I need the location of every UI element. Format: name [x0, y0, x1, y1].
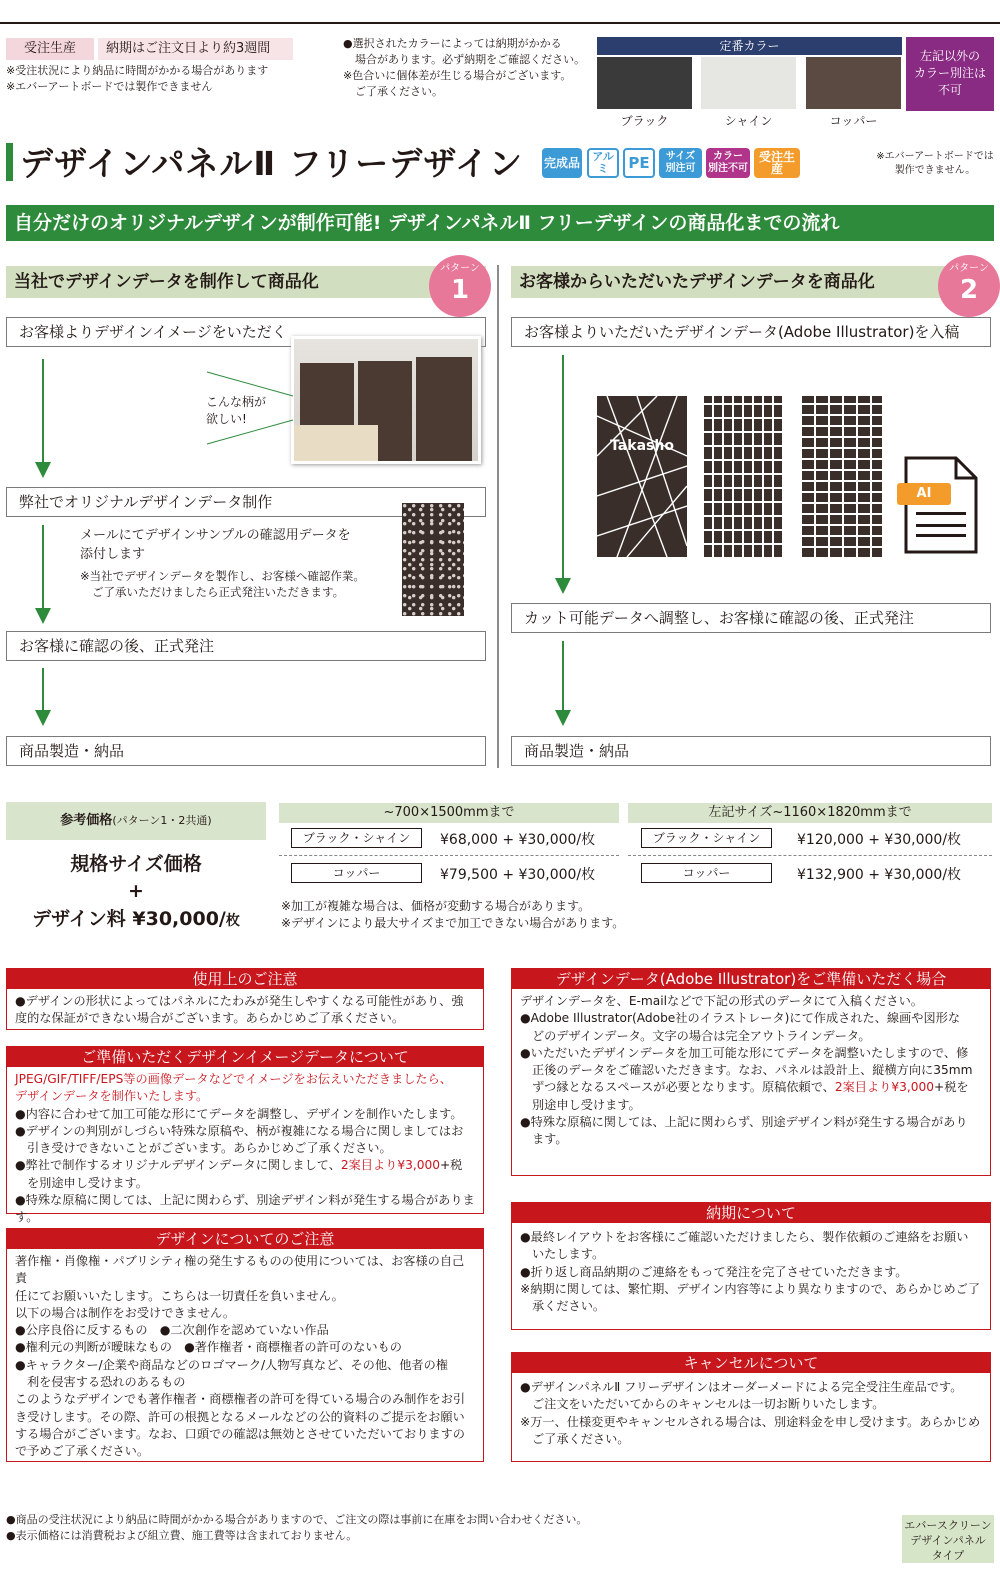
body-line-red: デザインデータを制作いたします。: [15, 1089, 209, 1104]
sample-pattern-panel: [402, 503, 464, 616]
product-note-line: 製作できません。: [894, 165, 976, 176]
footer-note: ●表示価格には消費税および組立費、施工費等は含まれておりません。: [6, 1529, 358, 1542]
pattern2-heading: お客様からいただいたデザインデータを商品化: [511, 266, 991, 298]
pattern2-step-3: 商品製造・納品: [511, 736, 991, 766]
body-line: ●いただいたデザインデータを加工可能な形にてデータを調整いたしますので、修: [520, 1045, 969, 1060]
delivery-title: 納期について: [512, 1203, 990, 1223]
branch-pattern: [597, 396, 687, 557]
body-line: ご注文をいただいてからのキャンセルは一切お断りいたします。: [532, 1397, 885, 1412]
price-divider: [279, 855, 619, 856]
body-text: ●弊社で制作するオリジナルデザインデータに関しまして、: [15, 1158, 341, 1173]
title-accent: [6, 143, 13, 181]
price-color-label: ブラック・シャイン: [291, 828, 422, 848]
standard-color-header: 定番カラー: [597, 37, 902, 55]
cancel-box: [511, 1352, 991, 1462]
body-text: +税を: [934, 1080, 969, 1095]
order-note: ※受注状況により納品に時間がかかる場合があります: [6, 64, 269, 77]
callout-line: 欲しい!: [206, 412, 247, 426]
flow-arrow-head: [35, 608, 51, 624]
size-column-1: ~700×1500mmまで: [279, 803, 619, 823]
body-line: を別途申し受けます。: [27, 1175, 148, 1190]
size-column-2: 左記サイズ~1160×1820mmまで: [628, 803, 992, 823]
icon-pe: PE: [623, 148, 655, 178]
brand-logo: Takasho: [610, 438, 674, 454]
product-note-line: ※エバーアートボードでは: [876, 151, 994, 162]
image-data-box: [6, 1046, 484, 1225]
formula-line: 規格サイズ価格: [70, 853, 202, 875]
body-line: [520, 1079, 982, 1096]
design-panel-grid-1: [704, 396, 784, 557]
body-line: 度的な保証ができない場合がございます。あらかじめご了承ください。: [15, 1011, 405, 1026]
price-value: ¥79,500 + ¥30,000/枚: [440, 867, 596, 883]
design-caution-title: デザインについてのご注意: [7, 1229, 483, 1249]
cancel-title: キャンセルについて: [512, 1353, 990, 1373]
ai-file-icon: [902, 454, 980, 556]
pattern1-step-3: お客様に確認の後、正式発注: [6, 631, 486, 661]
category-line: エバースクリーン: [904, 1519, 992, 1532]
design-caution-box: [6, 1228, 484, 1462]
flow-arrow-line: [42, 525, 44, 613]
image-data-title: ご準備いただくデザインイメージデータについて: [7, 1047, 483, 1067]
body-line: ●公序良俗に反するもの ●二次創作を認めていない作品: [15, 1323, 329, 1338]
price-value: ¥132,900 + ¥30,000/枚: [797, 867, 962, 883]
body-line: ●Adobe Illustrator(Adobe社のイラストレータ)にて作成された、線画や図形な: [520, 1011, 961, 1026]
ai-data-title: デザインデータ(Adobe Illustrator)をご準備いただく場合: [512, 969, 990, 989]
flow-arrow-head: [555, 710, 571, 726]
body-line: ●特殊な原稿に関しては、上記に関わらず、別途デザイン料が発生する場合があります。: [15, 1193, 475, 1225]
swatch-copper: [806, 57, 901, 109]
swatch-label: コッパー: [829, 114, 878, 128]
flow-arrow-head: [555, 578, 571, 594]
top-rule: [0, 22, 1000, 24]
formula-unit: 枚: [225, 913, 240, 929]
usage-caution-box: [6, 968, 484, 1030]
body-line: ※万一、仕様変更やキャンセルされる場合は、別途料金を申し受けます。あらかじめ: [520, 1414, 981, 1429]
body-line: ●特殊な原稿に関しては、上記に関わらず、別途デザイン料が発生する場合があり: [520, 1115, 968, 1130]
price-heading-note: (パターン1・2共通): [112, 814, 212, 827]
icon-text: サイズ: [665, 151, 696, 162]
body-line: ご了承ください。: [532, 1431, 630, 1446]
design-panel-grid-2: [802, 396, 882, 557]
pattern1-badge: [429, 255, 491, 317]
body-line: 承ください。: [532, 1299, 606, 1314]
body-line: ●折り返し商品納期のご連絡をもって発注を完了させていただきます。: [520, 1264, 908, 1279]
order-notes: [6, 63, 268, 95]
flow-arrow-line: [562, 355, 564, 581]
swatch-shine: [701, 57, 796, 109]
formula-plus: +: [128, 880, 144, 902]
icon-color-no-custom: [706, 148, 750, 178]
cancel-body: [512, 1373, 990, 1452]
flow-arrow-line: [562, 641, 564, 713]
flow-banner: 自分だけのオリジナルデザインが制作可能! デザインパネルⅡ フリーデザインの商品化までの流れ: [6, 205, 994, 241]
delivery-box: [511, 1202, 991, 1330]
photo-bench: [294, 425, 378, 464]
icon-text: 別注可: [665, 163, 696, 174]
image-data-body: [7, 1067, 483, 1231]
pattern1-step-4: 商品製造・納品: [6, 736, 486, 766]
callout-line: こんな柄が: [206, 395, 267, 409]
pattern1-step-1: お客様よりデザインイメージをいただく: [6, 317, 486, 347]
price-value: ¥68,000 + ¥30,000/枚: [440, 832, 596, 848]
body-line: [15, 1157, 475, 1174]
body-line: どのデザインデータ。文字の場合は完全アウトラインデータ。: [532, 1028, 871, 1043]
ai-data-box: [511, 968, 991, 1176]
sample-photo: [291, 336, 481, 464]
body-line: このようなデザインでも著作権者・商標権者の許可を得ている場合のみ制作をお引: [15, 1392, 466, 1407]
pattern2-step-2: カット可能データへ調整し、お客様に確認の後、正式発注: [511, 603, 991, 633]
flow-arrow-head: [35, 462, 51, 478]
custom-color-badge: [906, 37, 994, 111]
price-color-label: ブラック・シャイン: [641, 828, 772, 848]
body-line: ※納期に関しては、繁忙期、デザイン内容等により異なりますので、あらかじめご了: [520, 1281, 981, 1296]
price-formula: [6, 850, 266, 936]
body-line: デザインデータを、E-mailなどで下記の形式のデータにて入稿ください。: [520, 994, 923, 1008]
body-line: 引き受けできないことがございます。あらかじめご了承ください。: [27, 1141, 392, 1156]
price-color-label: コッパー: [641, 863, 772, 883]
color-note: ご了承ください。: [355, 85, 443, 98]
pattern-divider: [497, 265, 499, 768]
body-text: ずつ縁となるスペースが必要となります。原稿依頼で、: [532, 1080, 835, 1095]
pattern1-step-2: 弊社でオリジナルデザインデータ制作: [6, 487, 486, 517]
body-line: 任にてお願いいたします。こちらは一切責任を負いません。: [15, 1288, 344, 1303]
mail-note: ※当社でデザインデータを製作し、お客様へ確認作業。: [80, 569, 365, 583]
design-panel-branches: [597, 396, 687, 557]
custom-color-text: 左記以外の: [919, 49, 980, 63]
footer-note: ●商品の受注状況により納品に時間がかかる場合がありますので、ご注文の際は事前に在庫をお問い合わせください。: [6, 1513, 588, 1526]
body-text-red: 2案目より¥3,000: [834, 1080, 935, 1095]
ai-label: AI: [897, 483, 951, 505]
callout-text: [206, 394, 266, 428]
mail-note: メールにてデザインサンプルの確認用データを: [80, 528, 351, 543]
swatch-black: [597, 57, 692, 109]
mail-notes: [80, 526, 365, 600]
pattern2-step-1: お客様よりいただいたデザインデータ(Adobe Illustrator)を入稿: [511, 317, 991, 347]
price-color-label: コッパー: [291, 863, 422, 883]
body-text-red: 2案目より¥3,000: [340, 1158, 440, 1173]
flow-arrow-line: [42, 359, 44, 465]
icon-size-custom: [659, 148, 702, 178]
price-note: ※デザインにより最大サイズまで加工できない場合があります。: [281, 916, 625, 930]
swatch-label: シャイン: [724, 114, 773, 128]
pattern2-badge: [938, 255, 1000, 317]
color-note: ●選択されたカラーによっては納期がかかる: [343, 37, 562, 50]
price-notes: [281, 898, 624, 932]
mail-note: 添付します: [80, 547, 146, 562]
price-divider: [628, 855, 992, 856]
color-note: ※色合いに個体差が生じる場合がございます。: [343, 69, 572, 82]
price-heading-text: 参考価格: [60, 813, 113, 828]
color-notes: [343, 36, 585, 100]
order-note: ※エバーアートボードでは製作できません: [6, 80, 213, 93]
formula-fee-text: デザイン料 ¥30,000/: [32, 908, 226, 930]
custom-color-text: カラー別注は: [913, 66, 986, 80]
pattern-badge-number: 2: [959, 275, 979, 305]
pattern1-heading: 当社でデザインデータを制作して商品化: [6, 266, 486, 298]
body-line: 正後のデータをご確認いただきます。なお、パネルは設計上、縦横方向に35mm: [532, 1063, 973, 1078]
delivery-body: [512, 1223, 990, 1319]
design-caution-body: [7, 1249, 483, 1465]
body-line: する場合がございます。なお、口頭での確認は無効とさせていただいておりますの: [15, 1426, 465, 1441]
photo-panel: [416, 357, 472, 464]
pattern-badge-label: パターン: [440, 263, 480, 274]
price-note: ※加工が複雑な場合は、価格が変動する場合があります。: [281, 899, 591, 913]
icon-finished-product: 完成品: [542, 148, 582, 178]
body-line: ●キャラクター/企業や商品などのロゴマーク/人物写真など、その他、他者の権: [15, 1357, 448, 1372]
ai-data-body: [512, 989, 990, 1153]
product-title: デザインパネルⅡ フリーデザイン: [20, 144, 523, 183]
category-tab: [902, 1515, 994, 1563]
custom-color-text: 不可: [937, 83, 962, 97]
body-line: ●デザインパネルⅡ フリーデザインはオーダーメードによる完全受注生産品です。: [520, 1380, 963, 1394]
category-line: タイプ: [931, 1549, 965, 1562]
flow-arrow-head: [35, 710, 51, 726]
price-heading: [6, 802, 266, 840]
pattern-badge-number: 1: [450, 275, 470, 305]
footer-notes: [6, 1512, 587, 1544]
lead-time: 納期はご注文日より約3週間: [98, 38, 293, 60]
icon-aluminum: アルミ: [587, 148, 619, 178]
body-line: ●デザインの形状によってはパネルにたわみが発生しやすくなる可能性があり、強: [15, 994, 464, 1008]
usage-caution-title: 使用上のご注意: [7, 969, 483, 989]
body-text: +税: [439, 1158, 463, 1173]
body-line: ●デザインの判別がしづらい特殊な原稿や、柄が複雑になる場合に関しましてはお: [15, 1123, 464, 1138]
mail-note: ご了承いただけましたら正式発注いただきます。: [92, 585, 345, 599]
body-line: 著作権・肖像権・パブリシティ権の発生するものの使用については、お客様の自己責: [15, 1254, 465, 1286]
body-line: ●権利元の判断が曖昧なもの ●著作権者・商標権者の許可のないもの: [15, 1340, 402, 1355]
product-note: [875, 150, 995, 178]
body-line: 以下の場合は制作をお受けできません。: [15, 1305, 236, 1320]
icon-made-to-order: 受注生産: [754, 148, 800, 178]
body-line: き受けします。その際、許可の根拠となるメールなどの公的資料のご提示をお願い: [15, 1409, 465, 1424]
pattern-badge-label: パターン: [949, 263, 989, 274]
category-line: デザインパネル: [910, 1534, 986, 1547]
made-to-order-badge: 受注生産: [6, 38, 94, 60]
body-line: ●内容に合わせて加工可能な形にてデータを調整し、デザインを制作いたします。: [15, 1106, 463, 1121]
body-line: で予めご了承ください。: [15, 1444, 150, 1459]
body-line: ます。: [532, 1132, 568, 1147]
swatch-label: ブラック: [620, 114, 669, 128]
color-note: 場合があります。必ず納期をご確認ください。: [355, 53, 586, 66]
body-line-red: JPEG/GIF/TIFF/EPS等の画像データなどでイメージをお伝えいただきましたら、: [15, 1072, 452, 1086]
price-value: ¥120,000 + ¥30,000/枚: [797, 832, 962, 848]
formula-design-fee: [6, 904, 266, 936]
body-line: いたします。: [532, 1247, 605, 1262]
body-line: ●最終レイアウトをお客様にご確認いただけましたら、製作依頼のご連絡をお願い: [520, 1230, 969, 1244]
flow-arrow-line: [42, 668, 44, 712]
icon-text: カラー: [713, 151, 743, 162]
icon-text: 別注不可: [708, 163, 748, 174]
body-line: 別途申し受けます。: [532, 1097, 641, 1112]
usage-caution-body: [7, 989, 483, 1032]
body-line: 利を侵害する恐れのあるもの: [27, 1375, 186, 1390]
